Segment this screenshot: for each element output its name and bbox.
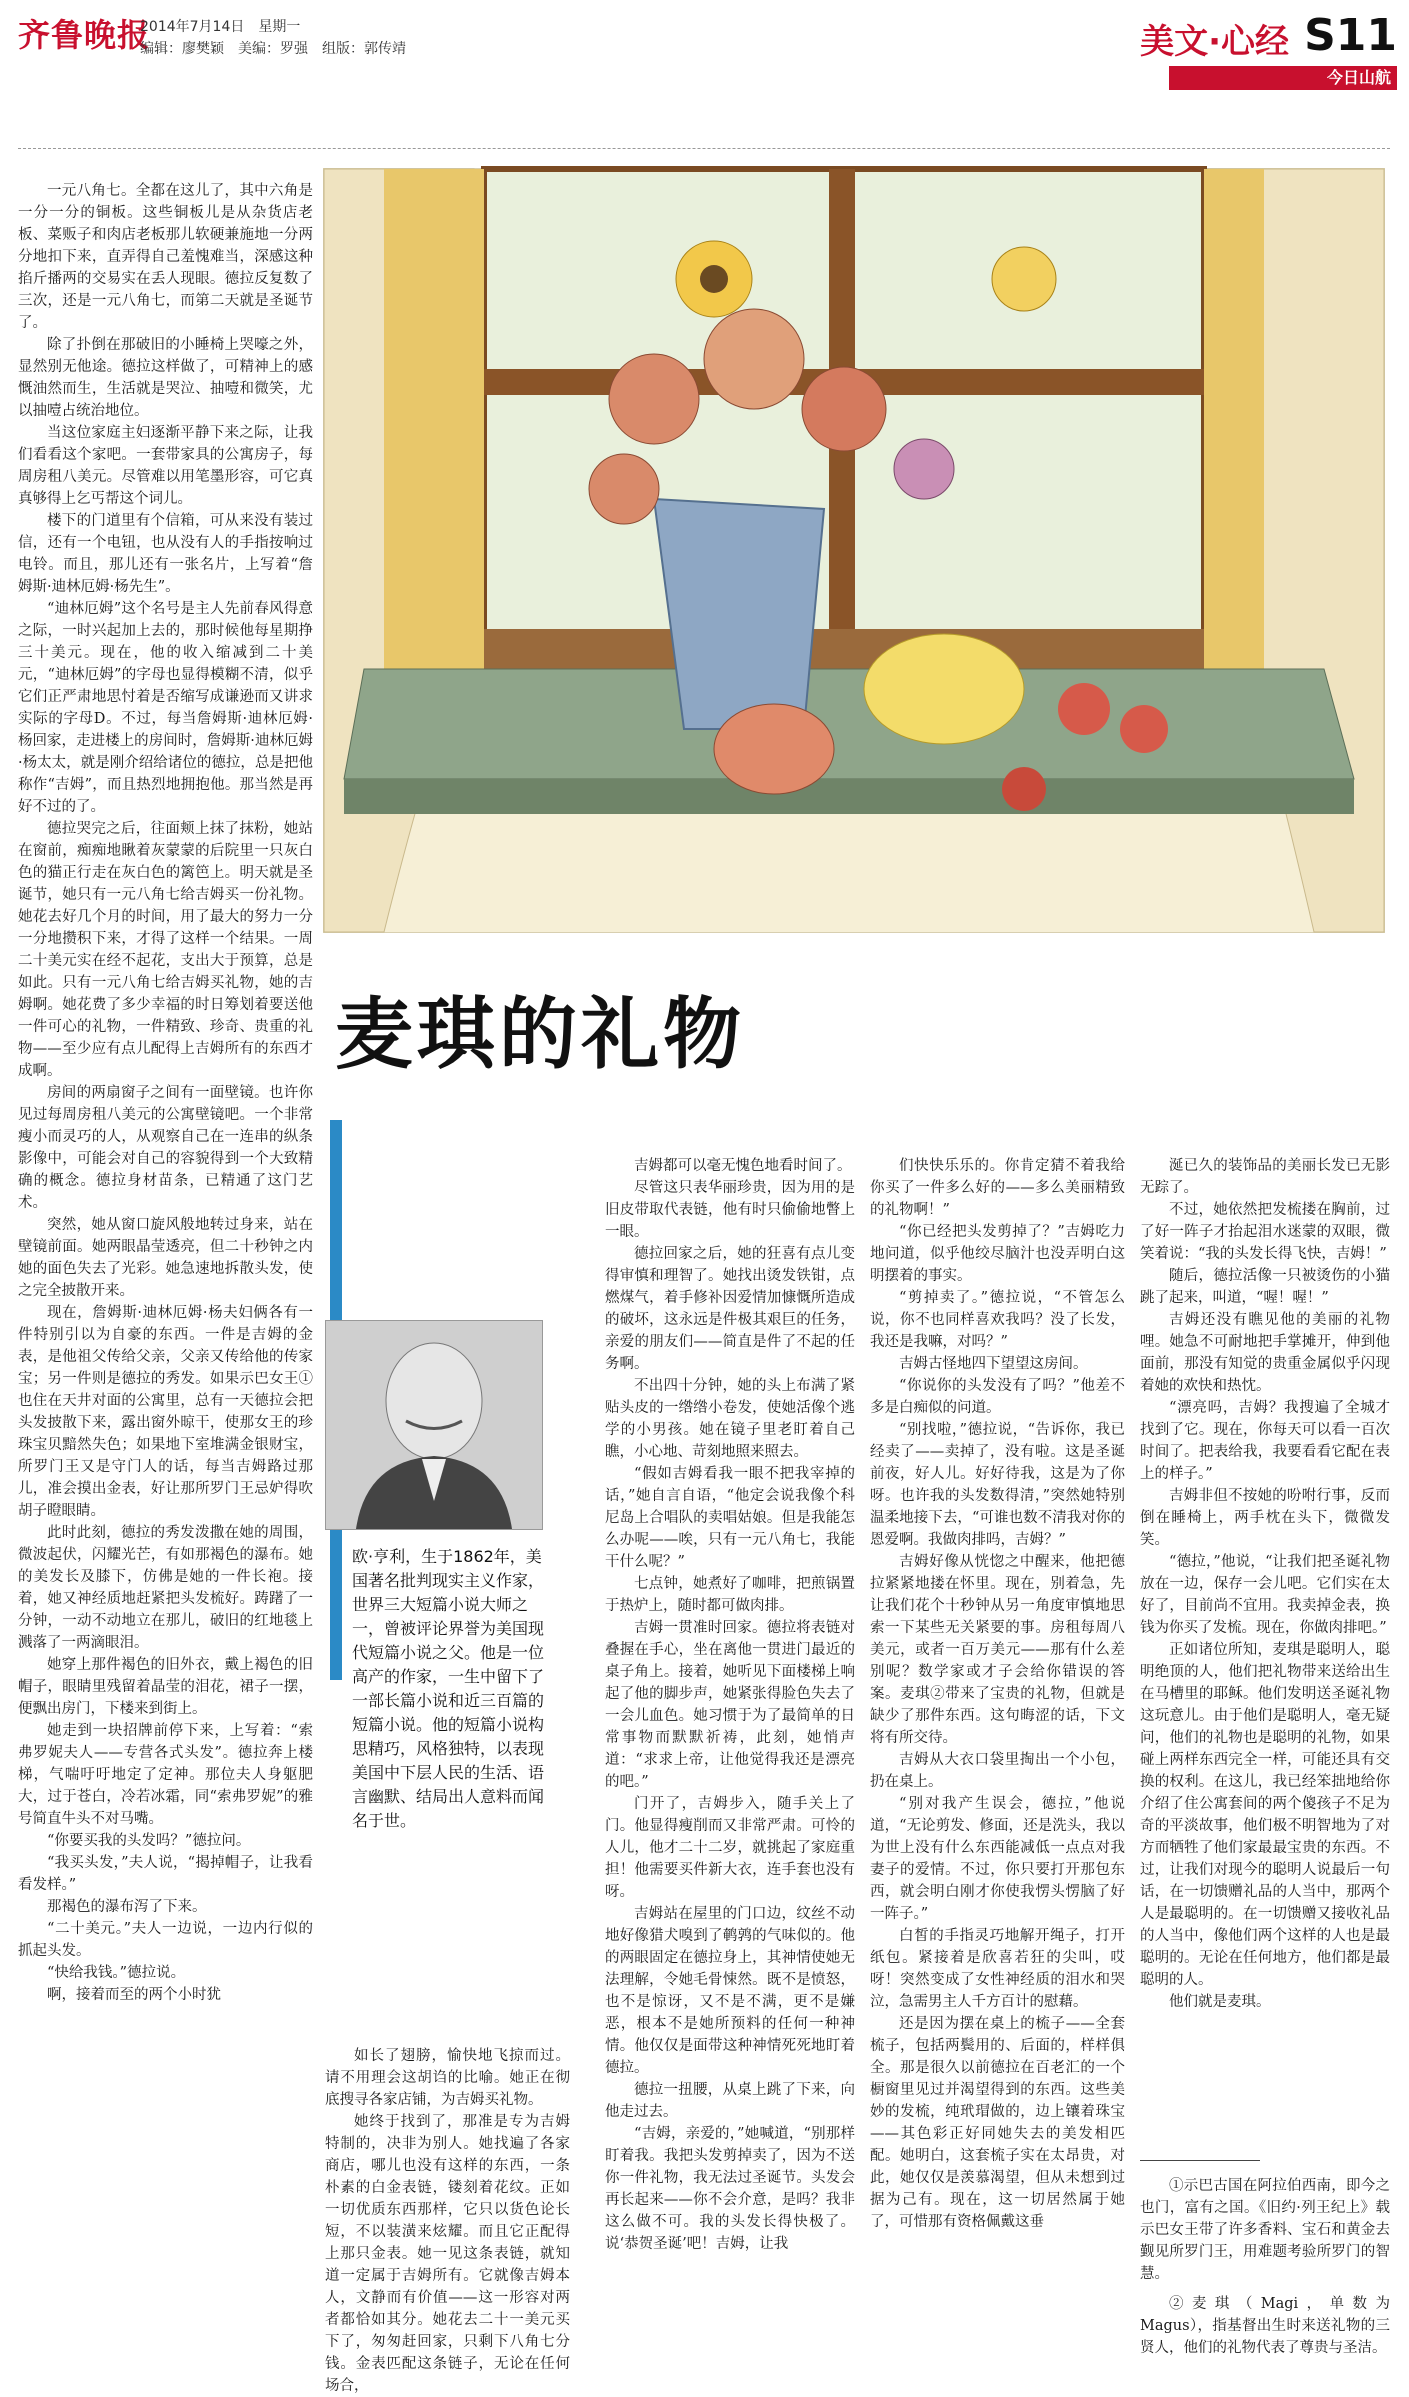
paragraph: “迪林厄姆”这个名号是主人先前春风得意之际，一时兴起加上去的，那时候他每星期挣三十美元。现在，他的收入缩减到二十美元，“迪林厄姆”的字母也显得模糊不清，似乎它们正严肃地思忖着是否缩写成谦逊而又讲求实际的字母D。不过，每当詹姆斯·迪林厄姆·杨回家，走进楼上的房间时，詹姆斯·迪林厄姆·杨太太，就是刚介绍给诸位的德拉，总是把他称作“吉姆”，而且热烈地拥抱他。那当然是再好不过的了。	[18, 601, 313, 815]
paragraph: 如长了翅膀，愉快地飞掠而过。请不用理会这胡诌的比喻。她正在彻底搜寻各家店铺，为吉姆买礼物。	[325, 2048, 570, 2108]
paragraph: ②麦琪（Magi，单数为Magus），指基督出生时来送礼物的三贤人，他们的礼物代表了尊贵与圣洁。	[1140, 2296, 1390, 2356]
paragraph: 楼下的门道里有个信箱，可从来没有装过信，还有一个电钮，也从没有人的手指按响过电铃。而且，那儿还有一张名片，上写着“詹姆斯·迪林厄姆·杨先生”。	[18, 513, 313, 595]
paragraph: 此时此刻，德拉的秀发泼撒在她的周围，微波起伏，闪耀光芒，有如那褐色的瀑布。她的美发长及膝下，仿佛是她的一件长袍。接着，她又神经质地赶紧把头发梳好。踌躇了一分钟，一动不动地立在那儿，破旧的红地毯上溅落了一两滴眼泪。	[18, 1525, 313, 1651]
paragraph: 现在，詹姆斯·迪林厄姆·杨夫妇俩各有一件特别引以为自豪的东西。一件是吉姆的金表，是他祖父传给父亲，父亲又传给他的传家宝；另一件则是德拉的秀发。如果示巴女王①也住在天井对面的公寓里，总有一天德拉会把头发披散下来，露出窗外晾干，使那女王的珍珠宝贝黯然失色；如果地下室堆满金银财宝，所罗门王又是守门人的话，每当吉姆路过那儿，准会摸出金表，好让那所罗门王忌妒得吹胡子瞪眼睛。	[18, 1305, 313, 1519]
paragraph: 当这位家庭主妇逐渐平静下来之际，让我们看看这个家吧。一套带家具的公寓房子，每周房租八美元。尽管难以用笔墨形容，可它真真够得上乞丐帮这个词儿。	[18, 425, 313, 507]
paragraph: 那褐色的瀑布泻了下来。	[47, 1899, 207, 1915]
paragraph: 突然，她从窗口旋风般地转过身来，站在壁镜前面。她两眼晶莹透亮，但二十秒钟之内她的面色失去了光彩。她急速地拆散头发，使之完全披散开来。	[18, 1217, 313, 1299]
paragraph: 不过，她依然把发梳搂在胸前，过了好一阵子才抬起泪水迷蒙的双眼，微笑着说：“我的头发长得飞快，吉姆！”	[1140, 1202, 1390, 1262]
article-title: 麦琪的礼物	[335, 990, 746, 1080]
portrait-drawing	[326, 1321, 542, 1529]
paragraph: 一元八角七。全都在这儿了，其中六角是一分一分的铜板。这些铜板儿是从杂货店老板、菜贩子和肉店老板那儿软硬兼施地一分两分地扣下来，直弄得自己羞愧难当，深感这种掐斤播两的交易实在丢人现眼。德拉反复数了三次，还是一元八角七，而第二天就是圣诞节了。	[18, 183, 313, 331]
author-portrait	[325, 1320, 543, 1530]
paragraph: “我买头发，”夫人说，“揭掉帽子，让我看看发样。”	[18, 1855, 313, 1893]
masthead	[0, 0, 1409, 130]
article-column-1	[18, 180, 313, 2360]
paragraph: 吉姆都可以毫无愧色地看时间了。	[634, 1158, 852, 1174]
article-column-4	[870, 1155, 1125, 2370]
author-caption: 欧·亨利，生于1862年，美国著名批判现实主义作家，世界三大短篇小说大师之一，曾被评论界誉为美国现代短篇小说之父。他是一位高产的作家，一生中留下了一部长篇小说和近三百篇的短篇小说。他的短篇小说构思精巧，风格独特，以表现美国中下层人民的生活、语言幽默、结局出人意料而闻名于世。	[352, 1547, 545, 1830]
paragraph: “德拉，”他说，“让我们把圣诞礼物放在一边，保存一会儿吧。它们实在太好了，目前尚不宜用。我卖掉金表，换钱为你买了发梳。现在，你做肉排吧。”	[1140, 1554, 1390, 1636]
paragraph: “二十美元。”夫人一边说，一边内行似的抓起头发。	[18, 1921, 313, 1959]
paragraph: 尽管这只表华丽珍贵，因为用的是旧皮带取代表链，他有时只偷偷地瞥上一眼。	[605, 1180, 855, 1240]
flower-window-illustration	[323, 168, 1385, 933]
paragraph: 还是因为摆在桌上的梳子——全套梳子，包括两鬓用的、后面的，样样俱全。那是很久以前德拉在百老汇的一个橱窗里见过并渴望得到的东西。这些美妙的发梳，纯玳瑁做的，边上镶着珠宝——其色彩正好同她失去的美发相匹配。她明白，这套梳子实在太昂贵，对此，她仅仅是羡慕渴望，但从未想到过据为己有。现在，这一切居然属于她了，可惜那有资格佩戴这垂	[870, 2016, 1125, 2230]
date-line: 2014年7月14日 星期一	[140, 19, 301, 35]
paragraph: “你已经把头发剪掉了？”吉姆吃力地问道，似乎他绞尽脑汁也没弄明白这明摆着的事实。	[870, 1224, 1125, 1284]
paragraph: “吉姆，亲爱的，”她喊道，“别那样盯着我。我把头发剪掉卖了，因为不送你一件礼物，我无法过圣诞节。头发会再长起来——你不会介意，是吗？我非这么做不可。我的头发长得快极了。说‘恭贺圣诞’吧！吉姆，让我	[605, 2126, 855, 2252]
illustration-drawing	[324, 169, 1384, 932]
section-title: 美文·心经	[1140, 22, 1289, 62]
paragraph: 涎已久的装饰品的美丽长发已无影无踪了。	[1140, 1158, 1390, 1196]
article-column-3	[605, 1155, 855, 2370]
paragraph: 她终于找到了，那准是专为吉姆特制的，决非为别人。她找遍了各家商店，哪儿也没有这样的东西，一条朴素的白金表链，镂刻着花纹。正如一切优质东西那样，它只以货色论长短，不以装潢来炫耀。而且它正配得上那只金表。她一见这条表链，就知道一定属于吉姆所有。它就像吉姆本人，文静而有价值——这一形容对两者都恰如其分。她花去二十一美元买下了，匆匆赶回家，只剩下八角七分钱。金表匹配这条链子，无论在任何场合，	[325, 2114, 570, 2394]
paragraph: 德拉回家之后，她的狂喜有点儿变得审慎和理智了。她找出烫发铁钳，点燃煤气，着手修补因爱情加慷慨所造成的破坏，这永远是件极其艰巨的任务，亲爱的朋友们——简直是件了不起的任务啊。	[605, 1246, 855, 1372]
newspaper-logo: 齐鲁晚报	[18, 16, 151, 54]
paragraph: 她穿上那件褐色的旧外衣，戴上褐色的旧帽子，眼睛里残留着晶莹的泪花，裙子一摆，便飘出房门，下楼来到街上。	[18, 1657, 313, 1717]
paragraph: “剪掉卖了。”德拉说，“不管怎么说，你不也同样喜欢我吗？没了长发，我还是我嘛，对吗？”	[870, 1290, 1125, 1350]
paragraph: 吉姆非但不按她的吩咐行事，反而倒在睡椅上，两手枕在头下，微微发笑。	[1140, 1488, 1390, 1548]
footnote-divider	[1140, 2160, 1260, 2161]
paragraph: 白皙的手指灵巧地解开绳子，打开纸包。紧接着是欣喜若狂的尖叫，哎呀！突然变成了女性神经质的泪水和哭泣，急需男主人千方百计的慰藉。	[870, 1928, 1125, 2010]
paragraph: 除了扑倒在那破旧的小睡椅上哭嚎之外，显然别无他途。德拉这样做了，可精神上的感慨油然而生，生活就是哭泣、抽噎和微笑，尤以抽噎占统治地位。	[18, 337, 313, 419]
staff-line: 编辑：廖樊颖 美编：罗强 组版：郭传靖	[140, 41, 406, 57]
footnotes	[1140, 2175, 1390, 2367]
paragraph: 吉姆还没有瞧见他的美丽的礼物哩。她急不可耐地把手掌摊开，伸到他面前，那没有知觉的贵重金属似乎闪现着她的欢快和热忱。	[1140, 1312, 1390, 1394]
paragraph: 房间的两扇窗子之间有一面壁镜。也许你见过每周房租八美元的公寓壁镜吧。一个非常瘦小而灵巧的人，从观察自己在一连串的纵条影像中，可能会对自己的容貌得到一个大致精确的概念。德拉身材苗条，已精通了这门艺术。	[18, 1085, 313, 1211]
paragraph: 吉姆从大衣口袋里掏出一个小包，扔在桌上。	[870, 1752, 1125, 1790]
paragraph: “别找啦，”德拉说，“告诉你，我已经卖了——卖掉了，没有啦。这是圣诞前夜，好人儿。好好待我，这是为了你呀。也许我的头发数得清，”突然她特别温柔地接下去，“可谁也数不清我对你的恩爱啊。我做肉排吗，吉姆？”	[870, 1422, 1125, 1548]
paragraph: 她走到一块招牌前停下来，上写着：“索弗罗妮夫人——专营各式头发”。德拉奔上楼梯，气喘吁吁地定了定神。那位夫人身躯肥大，过于苍白，冷若冰霜，同“索弗罗妮”的雅号简直牛头不对马嘴。	[18, 1723, 313, 1827]
paragraph: “你要买我的头发吗？”德拉问。	[47, 1833, 251, 1849]
paragraph: 门开了，吉姆步入，随手关上了门。他显得瘦削而又非常严肃。可怜的人儿，他才二十二岁，就挑起了家庭重担！他需要买件新大衣，连手套也没有呀。	[605, 1796, 855, 1900]
paragraph: 啊，接着而至的两个小时犹	[47, 1987, 221, 2003]
paragraph: “你说你的头发没有了吗？”他差不多是白痴似的问道。	[870, 1378, 1125, 1416]
paragraph: “快给我钱。”德拉说。	[47, 1965, 186, 1981]
article-column-2	[325, 2045, 570, 2394]
edition-label: 今日山航	[1169, 66, 1397, 90]
paragraph: 不出四十分钟，她的头上布满了紧贴头皮的一绺绺小卷发，使她活像个逃学的小男孩。她在镜子里老盯着自己瞧，小心地、苛刻地照来照去。	[605, 1378, 855, 1460]
paragraph: 他们就是麦琪。	[1169, 1994, 1271, 2010]
paragraph: 们快快乐乐的。你肯定猜不着我给你买了一件多么好的——多么美丽精致的礼物啊！”	[870, 1158, 1125, 1218]
paragraph: 随后，德拉活像一只被烫伤的小猫跳了起来，叫道，“喔！喔！”	[1140, 1268, 1390, 1306]
paragraph: 七点钟，她煮好了咖啡，把煎锅置于热炉上，随时都可做肉排。	[605, 1576, 855, 1614]
paragraph: ①示巴古国在阿拉伯西南，即今之也门，富有之国。《旧约·列王纪上》载示巴女王带了许多香料、宝石和黄金去觐见所罗门王，用难题考验所罗门的智慧。	[1140, 2178, 1390, 2282]
paragraph: “假如吉姆看我一眼不把我宰掉的话，”她自言自语，“他定会说我像个科尼岛上合唱队的卖唱姑娘。但是我能怎么办呢——唉，只有一元八角七，我能干什么呢？”	[605, 1466, 855, 1570]
paragraph: 吉姆站在屋里的门口边，纹丝不动地好像猎犬嗅到了鹌鹑的气味似的。他的两眼固定在德拉身上，其神情使她无法理解，令她毛骨悚然。既不是愤怒，也不是惊讶，又不是不满，更不是嫌恶，根本不是她所预料的任何一种神情。他仅仅是面带这种神情死死地盯着德拉。	[605, 1906, 855, 2076]
paragraph: 德拉哭完之后，往面颊上抹了抹粉，她站在窗前，痴痴地瞅着灰蒙蒙的后院里一只灰白色的猫正行走在灰白色的篱笆上。明天就是圣诞节，她只有一元八角七给吉姆买一份礼物。她花去好几个月的时间，用了最大的努力一分一分地攒积下来，才得了这样一个结果。一周二十美元实在经不起花，支出大于预算，总是如此。只有一元八角七给吉姆买礼物，她的吉姆啊。她花费了多少幸福的时日筹划着要送他一件可心的礼物，一件精致、珍奇、贵重的礼物——至少应有点儿配得上吉姆所有的东西才成啊。	[18, 821, 313, 1079]
page-number: S11	[1304, 10, 1397, 61]
paragraph: 正如诸位所知，麦琪是聪明人，聪明绝顶的人，他们把礼物带来送给出生在马槽里的耶稣。他们发明送圣诞礼物这玩意儿。由于他们是聪明人，毫无疑问，他们的礼物也是聪明的礼物，如果碰上两样东西完全一样，可能还具有交换的权利。在这儿，我已经笨拙地给你介绍了住公寓套间的两个傻孩子不足为奇的平淡故事，他们极不明智地为了对方而牺牲了他们家最最宝贵的东西。不过，让我们对现今的聪明人说最后一句话，在一切馈赠礼品的人当中，那两个人是最聪明的。在一切馈赠又接收礼品的人当中，像他们两个这样的人也是最聪明的。无论在任何地方，他们都是最聪明的人。	[1140, 1642, 1390, 1988]
paragraph: 吉姆一贯准时回家。德拉将表链对叠握在手心，坐在离他一贯进门最近的桌子角上。接着，她听见下面楼梯上响起了他的脚步声，她紧张得脸色失去了一会儿血色。她习惯于为了最简单的日常事物而默默祈祷，此刻，她悄声道：“求求上帝，让他觉得我还是漂亮的吧。”	[605, 1620, 855, 1790]
paragraph: 吉姆好像从恍惚之中醒来，他把德拉紧紧地搂在怀里。现在，别着急，先让我们花个十秒钟从另一角度审慎地思索一下某些无关紧要的事。房租每周八美元，或者一百万美元——那有什么差别呢？数学家或才子会给你错误的答案。麦琪②带来了宝贵的礼物，但就是缺少了那件东西。这句晦涩的话，下文将有所交待。	[870, 1554, 1125, 1746]
header-divider	[18, 148, 1390, 149]
paragraph: “漂亮吗，吉姆？我搜遍了全城才找到了它。现在，你每天可以看一百次时间了。把表给我，我要看看它配在表上的样子。”	[1140, 1400, 1390, 1482]
paragraph: “别对我产生误会，德拉，”他说道，“无论剪发、修面，还是洗头，我以为世上没有什么东西能减低一点点对我妻子的爱情。不过，你只要打开那包东西，就会明白刚才你使我愣头愣脑了好一阵子。”	[870, 1796, 1125, 1922]
article-column-5	[1140, 1155, 1390, 2150]
paragraph: 吉姆古怪地四下望望这房间。	[899, 1356, 1088, 1372]
paragraph: 德拉一扭腰，从桌上跳了下来，向他走过去。	[605, 2082, 855, 2120]
